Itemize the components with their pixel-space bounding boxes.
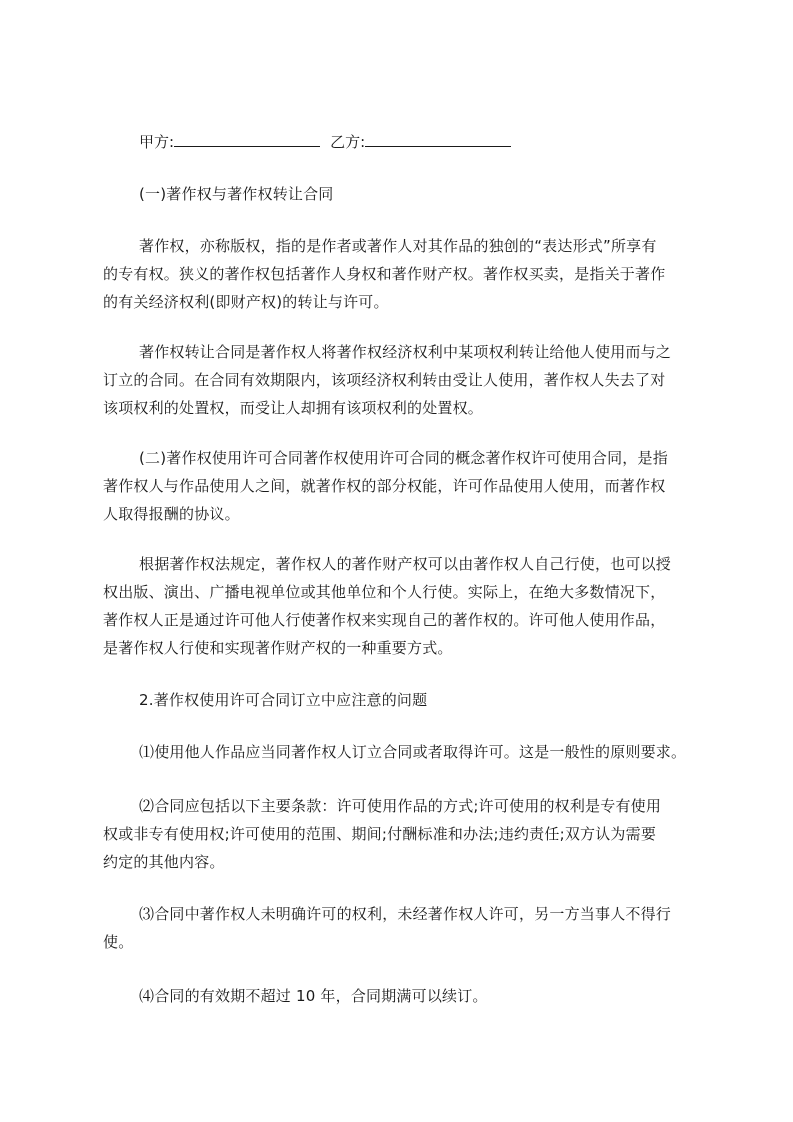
party-b-label: 乙方:: [330, 133, 366, 151]
paragraph-license-contract: (二)著作权使用许可合同著作权使用许可合同的概念著作权许可使用合同，是指 著作权人与作品使用人之间，就著作权的部分权能，许可作品使用人使用，而著作权 人取得报酬的协议。: [103, 449, 668, 523]
item-2: ⑵合同应包括以下主要条款：许可使用作品的方式;许可使用的权利是专有使用 权或非专有使用权;许可使用的范围、期间;付酬标准和办法;违约责任;双方认为需要 约定的其他内容。: [103, 797, 662, 871]
item-4: ⑷合同的有效期不超过 10 年，合同期满可以续订。: [139, 987, 488, 1005]
party-header: [139, 128, 511, 156]
party-a-label: 甲方:: [139, 133, 175, 151]
party-b-blank: [365, 128, 511, 147]
paragraph-transfer-contract: 著作权转让合同是著作权人将著作权经济权利中某项权利转让给他人使用而与之 订立的合同。在合同有效期限内，该项经济权利转由受让人使用，著作权人失去了对 该项权利的处置权，而受让人却拥有该项权利的处置权。: [103, 343, 672, 417]
paragraph-copyright-definition: 著作权，亦称版权，指的是作者或著作人对其作品的独创的“表达形式”所享有 的专有权。狭义的著作权包括著作人身权和著作财产权。著作权买卖，是指关于著作 的有关经济权利(即财产权)的转让与许可。: [103, 237, 666, 311]
section-1-title: (一)著作权与著作权转让合同: [139, 185, 334, 203]
paragraph-copyright-law: 根据著作权法规定，著作权人的著作财产权可以由著作权人自己行使，也可以授 权出版、演出、广播电视单位或其他单位和个人行使。实际上，在绝大多数情况下， 著作权人正是通过许可他人行使著作权来实现自己的著作权的。许可他人使用作品， 是著作权人行使和实现著作财产权的一种重要方式。: [103, 555, 672, 657]
section-2-title: 2.著作权使用许可合同订立中应注意的问题: [139, 691, 428, 709]
party-a-blank: [174, 128, 320, 147]
item-3: ⑶合同中著作权人未明确许可的权利，未经著作权人许可，另一方当事人不得行 使。: [103, 905, 672, 951]
item-1: ⑴使用他人作品应当同著作权人订立合同或者取得许可。这是一般性的原则要求。: [139, 743, 687, 761]
